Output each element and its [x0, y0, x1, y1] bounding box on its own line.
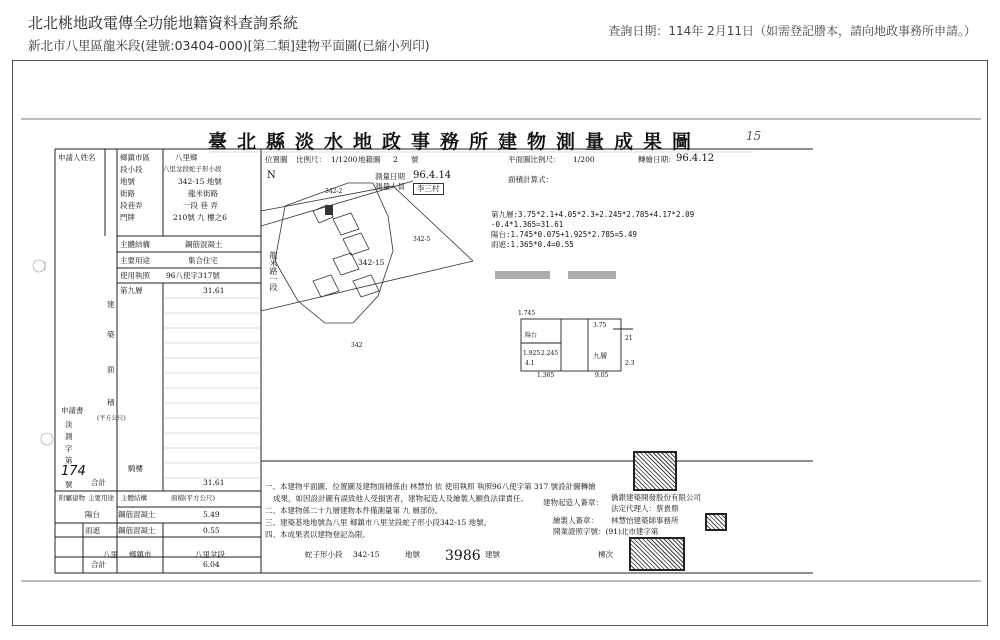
plan-dim: 2.245 [541, 350, 559, 357]
annex-use: 雨遮 [85, 526, 100, 535]
plan-dim: 1.925 [523, 350, 541, 357]
row-value: 342-15 地號 [178, 177, 222, 186]
plan-scale-label: 平面圖比例尺： [508, 155, 561, 164]
plan-dim: 2.3 [625, 360, 635, 367]
builder-name: 僑銀建築開發股份有限公司 [611, 493, 701, 502]
floor-label: 第九層 [120, 286, 143, 295]
area-word: 面 [107, 365, 115, 374]
footer-area: 八里 [103, 550, 118, 559]
note-line: 一、本建物平面圖、位置圖及建物面積係由 林慧怡 依 使用執照 執照96八使字第 317 號設計圖轉繪 [265, 482, 596, 491]
annex-total: 6.04 [203, 560, 220, 569]
official-seal [705, 513, 727, 531]
calc-line: 陽台:1.745*0.075+1.925*2.785=5.49 [491, 230, 637, 239]
system-title: 北北桃地政電傳全功能地籍資料查詢系統 [28, 14, 299, 32]
plan-scale: 1/200 [573, 155, 595, 164]
side-label: 字 [65, 444, 73, 453]
floor-area: 31.61 [203, 286, 225, 295]
draw-date-label: 轉繪日期： [638, 155, 676, 164]
applicant-label: 申請人姓名 [58, 153, 96, 162]
side-label: 申請書 [61, 406, 84, 415]
row-label: 門牌 [120, 213, 135, 222]
annex-use: 陽台 [85, 510, 100, 519]
row-value: 鋼筋混凝土 [185, 240, 223, 249]
plan-dim: 9.05 [595, 372, 609, 379]
footer-page: 棟次 [598, 550, 613, 559]
parcel-label-small: 342 [351, 342, 363, 349]
plan-floor: 九層 [593, 352, 607, 360]
annex-header: 主要用途 [88, 494, 114, 502]
balcony-label: 騎樓 [128, 464, 143, 473]
north-arrow-icon: N [267, 170, 276, 181]
calc-line: 第九層:3.75*2.1+4.05*2.3+2.245*2.785+4.17*2.09 [491, 210, 695, 219]
footer-city-label: 鄉鎮市 [129, 550, 152, 559]
side-label: 測 [65, 432, 73, 441]
location-map-label: 位置圖 [265, 155, 288, 164]
row-label: 地號 [120, 177, 135, 186]
survey-document-image [13, 61, 989, 627]
row-label: 主要用途 [120, 256, 150, 265]
total-label: 合計 [91, 478, 106, 487]
calc-line: -0.4*1.365=31.61 [491, 220, 564, 229]
plan-dim: 1.745 [518, 310, 536, 317]
footer-section: 八里坌段 [195, 550, 225, 559]
calc-line: 雨遮:1.365*0.4=0.55 [491, 240, 574, 249]
plan-dim: 4.1 [525, 360, 535, 367]
area-calc-label: 面積計算式： [508, 175, 553, 184]
survey-date: 96.4.14 [413, 170, 452, 181]
official-seal [629, 537, 685, 571]
surveyor-label: 測量人員 [375, 182, 405, 191]
area-word: 築 [107, 330, 115, 339]
side-label: 號 [65, 480, 73, 489]
row-value: 一段 巷 弄 [183, 201, 218, 210]
page-header [0, 0, 1000, 58]
cadastral-sheet-label: 地籍圖 [358, 155, 381, 164]
plan-dim: 3.75 [593, 322, 607, 329]
row-label: 鄉鎮市區 [120, 153, 150, 162]
builder-label: 建物起造人簽章： [543, 498, 603, 507]
builder-rep: 法定代理人：蔡貴鼎 [611, 504, 679, 513]
drawer-name: 林慧怡建築師事務所 [611, 516, 679, 525]
survey-date-label: 測量日期 [375, 172, 405, 181]
map-scale: 1/1200 [331, 155, 358, 164]
draw-date: 96.4.12 [676, 153, 715, 164]
annex-header: 附屬建物 [59, 494, 85, 502]
row-value: 集合住宅 [188, 256, 218, 265]
cadastral-sheet-number: 2 [393, 155, 398, 164]
parcel-label-small: 342-5 [413, 236, 431, 243]
annex-structure: 鋼筋混凝土 [118, 526, 156, 535]
note-line: 二、本建物係二十九層建物本件僅測量第 九 層部份。 [265, 506, 443, 515]
annex-area: 5.49 [203, 510, 220, 519]
footer-subsection: 蛇子形小段 [305, 550, 343, 559]
footer-parcel: 342-15 [353, 550, 380, 559]
side-label: 淡 [65, 420, 73, 429]
license-label: 開業證照字號：(91)北市建字第 [553, 527, 659, 536]
row-label: 主體結構 [120, 240, 150, 249]
row-label: 使用執照 [120, 271, 150, 280]
plan-dim: 1.365 [537, 372, 555, 379]
document-subtitle: 新北市八里區龍米段(建號:03404-000)[第二類]建物平面圖(已縮小列印) [28, 38, 430, 53]
drawer-label: 繪製人簽章： [553, 516, 598, 525]
footer-building-label: 建號 [485, 550, 500, 559]
parcel-label-small: 342-2 [325, 188, 343, 195]
surveyor-name: 李三村 [413, 183, 444, 195]
row-label: 街路 [120, 189, 135, 198]
map-scale-label: 比例尺： [296, 155, 326, 164]
annex-header: 面積(平方公尺) [171, 494, 216, 502]
note-line: 四、本成果表以建物登記為限。 [265, 530, 370, 539]
row-value: 八里鄉 [175, 153, 198, 162]
document-frame [12, 60, 988, 626]
plan-dim: 陽台 [525, 332, 538, 339]
row-value: 龍米街路 [188, 189, 218, 198]
row-value: 96八使字317號 [166, 271, 220, 280]
official-seal [633, 451, 677, 491]
annex-total-label: 合計 [91, 560, 106, 569]
area-unit: (平方公尺) [97, 415, 126, 422]
page-mark: 15 [746, 129, 762, 143]
row-value: 八里坌段蛇子形小段 [163, 165, 222, 173]
row-label: 段小段 [120, 165, 143, 174]
annex-structure: 鋼筋混凝土 [118, 510, 156, 519]
query-date: 查詢日期：114年 2月11日（如需登記謄本，請向地政事務所申請。） [608, 24, 976, 38]
row-value: 210號 九 樓之6 [173, 213, 227, 222]
annex-header: 主體結構 [121, 494, 147, 502]
handwritten-number: 174 [61, 464, 86, 479]
total-value: 31.61 [203, 478, 225, 487]
area-word: 建 [107, 300, 115, 309]
building-number: 3986 [445, 548, 481, 564]
annex-area: 0.55 [203, 526, 220, 535]
survey-title: 臺北縣淡水地政事務所建物測量成果圖 [208, 131, 702, 153]
plan-dim: 21 [625, 335, 633, 342]
row-label: 段巷弄 [120, 201, 143, 210]
note-line: 成果，如因設計圖有誤致他人受損害者，建物起造人及繪製人願負法律責任。 [273, 494, 528, 503]
street-label: 龍米路一段 [269, 251, 278, 291]
footer-lot-label: 地號 [405, 550, 420, 559]
area-word: 積 [107, 398, 115, 407]
sheet-suffix: 號 [411, 155, 419, 164]
side-label: 第 [65, 456, 73, 465]
note-line: 三、建築基地地號為八里 鄉鎮市八里坌段蛇子形小段342-15 地號。 [265, 518, 492, 527]
parcel-label: 342-15 [358, 258, 385, 267]
